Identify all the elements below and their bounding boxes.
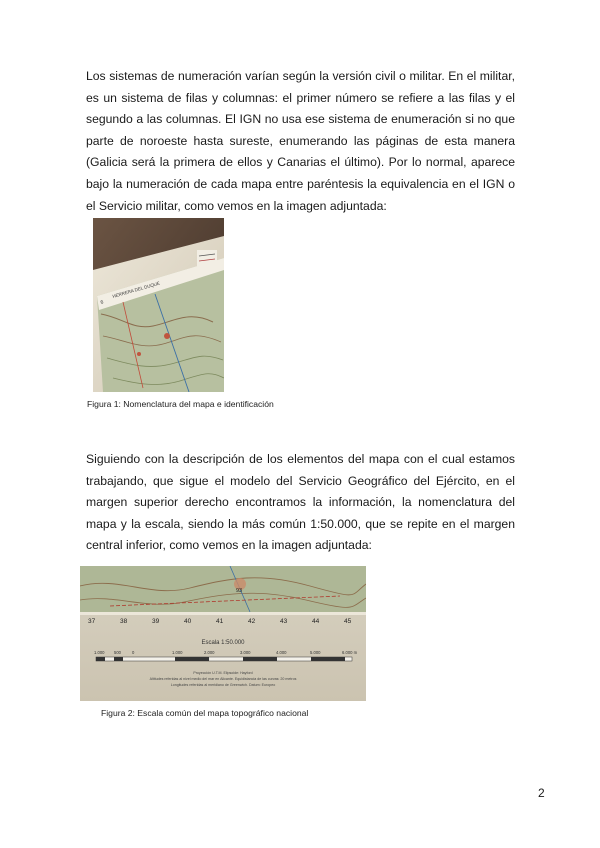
figure-2-scale-photo: [80, 566, 366, 701]
scale-tick-label: 500: [114, 650, 121, 655]
scale-tick-label: 1.000: [94, 650, 105, 655]
projection-line: Altitudes referidas al nivel medio del mar en Alicante. Equidistancia de las curvas: 20 metros: [149, 677, 297, 681]
scale-tick-label: 3.000: [240, 650, 251, 655]
paragraph-numbering-systems: Los sistemas de numeración varían según la versión civil o militar. En el militar, es un sistema de filas y columnas: el primer número se refiere a las filas y el segundo a las columnas. El IGN no usa ese sistema de enumeración si no que parte de noroeste hasta sureste, enumerando las páginas de esta manera (Galicia será la primera de ellos y Canarias el último). Por lo normal, aparece bajo la numeración de cada mapa entre paréntesis la equivalencia en el IGN o el Servicio militar, como vemos en la imagen adjuntada:: [86, 69, 515, 213]
page-number: 2: [538, 786, 545, 800]
grid-number: 44: [312, 618, 320, 625]
fig1-sheet-number: 6: [99, 299, 105, 306]
fig2-scale-title: Escala 1:50.000: [201, 640, 245, 646]
scale-bar: [96, 657, 352, 661]
map-scale-photo: [80, 566, 366, 701]
projection-line: Longitudes referidas al meridiano de Greenwich. Datum: Europeo: [170, 683, 276, 687]
scale-tick-label: 4.000: [276, 650, 287, 655]
grid-number: 41: [216, 618, 224, 625]
grid-number: 45: [344, 618, 352, 625]
grid-number: 43: [280, 618, 288, 625]
paragraph-map-elements: Siguiendo con la descripción de los elementos del mapa con el cual estamos trabajando, que sigue el modelo del Servicio Geográfico del Ejército, en el margen superior derecho encontramos la información, la nomenclatura del mapa y la escala, siendo la más común 1:50.000, que se repite en el margen central inferior, como vemos en la imagen adjuntada:: [86, 452, 515, 553]
scale-tick-label: 5.000: [310, 650, 321, 655]
grid-number: 40: [184, 618, 192, 625]
fig2-map-number: 93: [236, 588, 243, 594]
grid-number: 38: [120, 618, 128, 625]
scale-tick-label: 1.000: [172, 650, 183, 655]
grid-number: 42: [248, 618, 256, 625]
fig1-sheet-name: HERRERA DEL DUQUE: [111, 280, 161, 299]
map-nomenclature-photo: [93, 218, 224, 392]
figure-1-caption: Figura 1: Nomenclatura del mapa e identificación: [87, 399, 274, 409]
grid-number: 39: [152, 618, 160, 625]
scale-tick-label: 6.000 m: [342, 650, 358, 655]
scale-tick-label: 2.000: [204, 650, 215, 655]
figure-2-caption: Figura 2: Escala común del mapa topográfico nacional: [101, 708, 309, 718]
figure-1-map-photo: [93, 218, 224, 392]
scale-tick-label: 0: [132, 650, 135, 655]
projection-line: Proyección U.T.M. Elipsoide: Hayford: [193, 671, 253, 675]
grid-number: 37: [88, 618, 96, 625]
